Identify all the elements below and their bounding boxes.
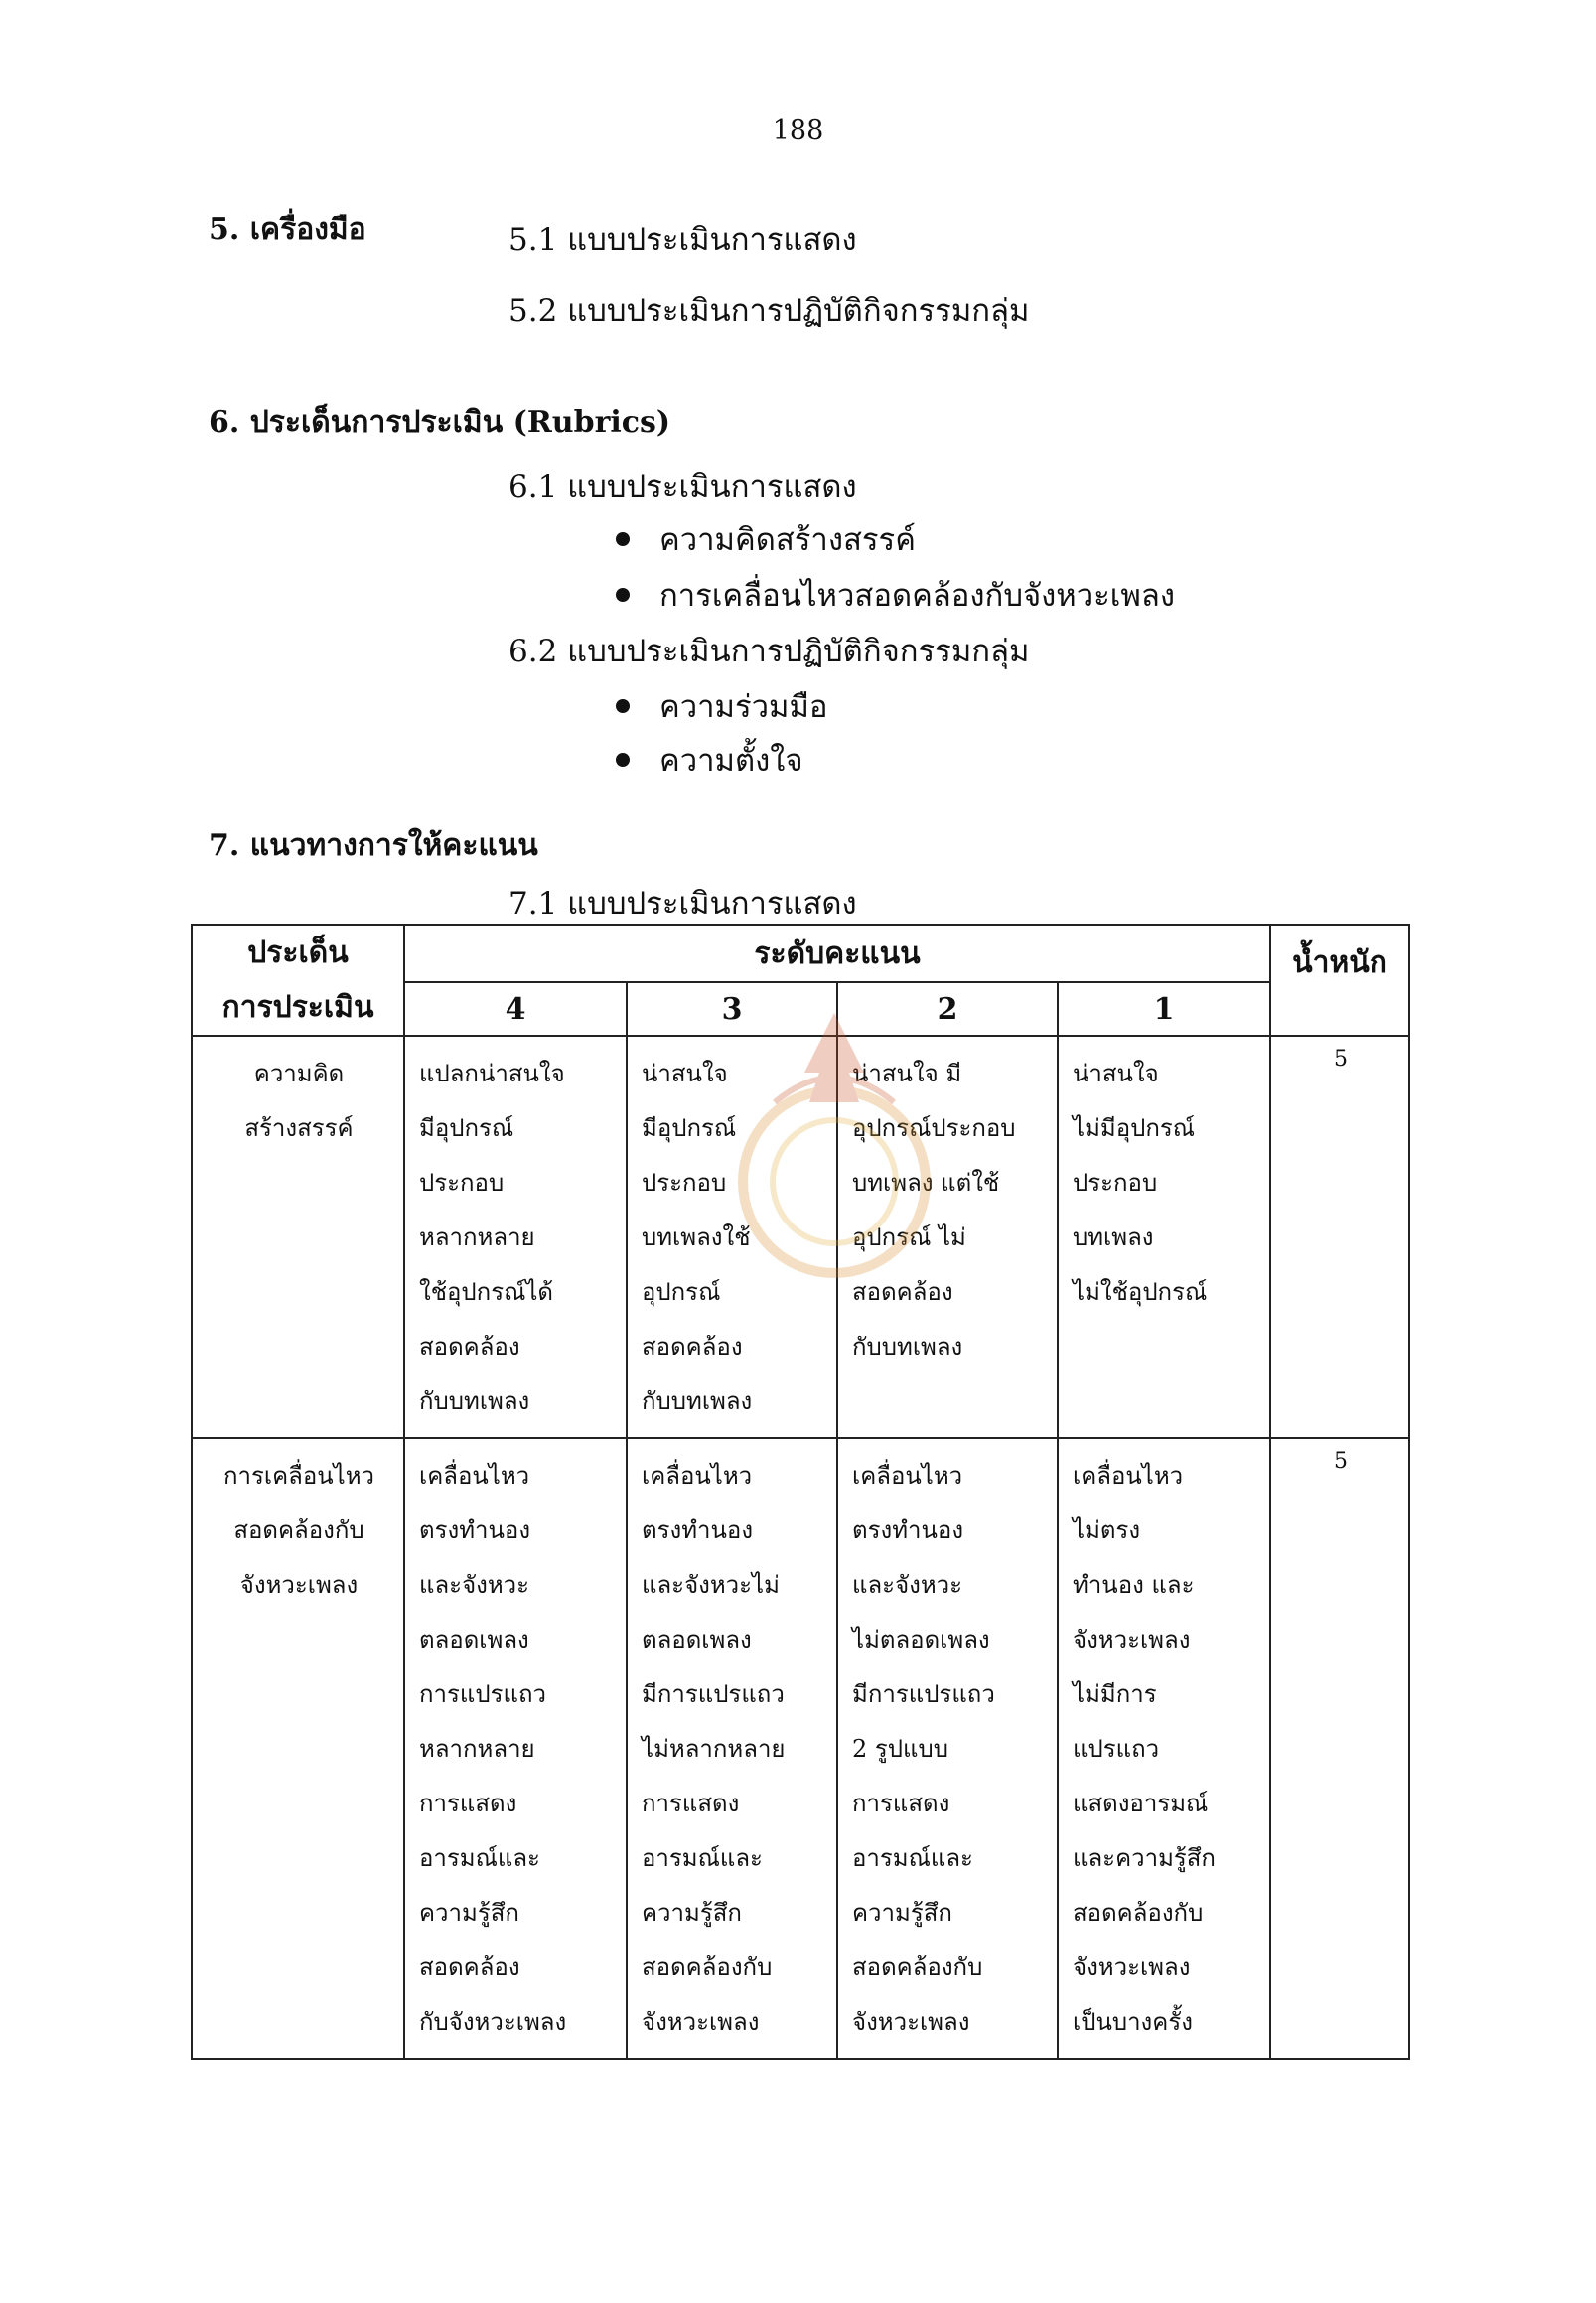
weight-cell: 5: [1270, 1036, 1409, 1438]
level-cell-1: [1058, 1438, 1270, 2059]
criteria-line: สร้างสรรค์: [244, 1114, 354, 1142]
criteria-line: ความคิด: [253, 1060, 345, 1087]
header-level-2: 2: [837, 982, 1058, 1036]
header-level-1: 1: [1058, 982, 1270, 1036]
level-text-line: ความรู้สึก: [642, 1899, 742, 1927]
level-cell-4: [404, 1438, 627, 2059]
header-criteria-line: ประเด็น: [247, 936, 349, 970]
criteria-line: สอดคล้องกับ: [233, 1516, 364, 1544]
bullet-icon: [616, 532, 630, 546]
level-text-line: ประกอบ: [1073, 1169, 1158, 1197]
level-text-line: จังหวะเพลง: [852, 2008, 970, 2036]
level-text-line: สอดคล้อง: [419, 1953, 520, 1981]
level-text-line: ประกอบ: [642, 1169, 727, 1197]
level-text-line: สอดคล้องกับ: [642, 1953, 773, 1981]
level-text-line: ไม่ตลอดเพลง: [852, 1626, 990, 1654]
level-text-line: และจังหวะ: [852, 1571, 963, 1599]
level-text-line: เคลื่อนไหว: [852, 1462, 963, 1490]
section6-heading: 6. ประเด็นการประเมิน (Rubrics): [209, 405, 671, 440]
level-text-line: ไม่มีการ: [1073, 1680, 1157, 1708]
level-text-line: กับบทเพลง: [852, 1333, 963, 1361]
level-text-line: การแสดง: [419, 1790, 517, 1817]
level-text-line: กับบทเพลง: [642, 1387, 753, 1415]
level-text-line: ความรู้สึก: [852, 1899, 952, 1927]
level-cell-3: [627, 1036, 837, 1438]
section6-bullet: [616, 570, 1175, 620]
level-text-line: ไม่หลากหลาย: [642, 1735, 786, 1763]
bullet-icon: [616, 588, 630, 602]
criteria-cell: [192, 1036, 404, 1438]
header-level-3: 3: [627, 982, 837, 1036]
section6-bullet: [616, 735, 803, 785]
level-text-line: สอดคล้อง: [852, 1278, 953, 1306]
rubric-row: [192, 1438, 1409, 2059]
level-text-line: ตลอดเพลง: [419, 1626, 529, 1654]
level-text-line: และจังหวะไม่: [642, 1571, 780, 1599]
section6-bullet: [616, 681, 828, 731]
level-text-line: บทเพลงใช้: [642, 1223, 751, 1251]
criteria-cell: [192, 1438, 404, 2059]
level-text-line: จังหวะเพลง: [1073, 1953, 1191, 1981]
header-criteria-line: การประเมิน: [221, 990, 374, 1025]
level-text-line: จังหวะเพลง: [1073, 1626, 1191, 1654]
level-text-line: และจังหวะ: [419, 1571, 530, 1599]
rubric-table: [191, 924, 1410, 2060]
level-text-line: เคลื่อนไหว: [1073, 1462, 1184, 1490]
bullet-icon: [616, 699, 630, 713]
level-text-line: มีอุปกรณ์: [419, 1114, 514, 1142]
level-cell-4: [404, 1036, 627, 1438]
bullet-icon: [616, 753, 630, 767]
level-text-line: น่าสนใจ: [1073, 1060, 1159, 1087]
criteria-line: การเคลื่อนไหว: [222, 1462, 375, 1490]
level-cell-3: [627, 1438, 837, 2059]
header-criteria: [192, 925, 404, 1036]
level-text-line: อุปกรณ์ประกอบ: [852, 1114, 1016, 1142]
level-text-line: หลากหลาย: [419, 1735, 535, 1763]
level-text-line: ประกอบ: [419, 1169, 505, 1197]
level-text-line: และความรู้สึก: [1073, 1844, 1216, 1872]
level-text-line: เคลื่อนไหว: [642, 1462, 753, 1490]
level-text-line: สอดคล้องกับ: [1073, 1899, 1204, 1927]
bullet-text: ความตั้งใจ: [659, 743, 803, 779]
section6-bullet: [616, 514, 916, 564]
level-text-line: เคลื่อนไหว: [419, 1462, 530, 1490]
page-number: 188: [772, 115, 824, 146]
level-text-line: กับบทเพลง: [419, 1387, 530, 1415]
weight-cell: 5: [1270, 1438, 1409, 2059]
level-text-line: สอดคล้อง: [642, 1333, 743, 1361]
level-text-line: ตลอดเพลง: [642, 1626, 752, 1654]
level-text-line: ทำนอง และ: [1073, 1571, 1195, 1599]
level-text-line: มีอุปกรณ์: [642, 1114, 737, 1142]
level-text-line: สอดคล้องกับ: [852, 1953, 983, 1981]
level-text-line: น่าสนใจ: [642, 1060, 728, 1087]
section7-subheading: 7.1 แบบประเมินการแสดง: [508, 886, 857, 922]
section5-item: 5.1 แบบประเมินการแสดง: [508, 222, 857, 258]
level-cell-2: [837, 1438, 1058, 2059]
level-text-line: อารมณ์และ: [642, 1844, 763, 1872]
level-text-line: บทเพลง: [1073, 1223, 1154, 1251]
rubric-row: [192, 1036, 1409, 1438]
level-text-line: อารมณ์และ: [852, 1844, 973, 1872]
level-text-line: แสดงอารมณ์: [1073, 1790, 1209, 1817]
section5-item: 5.2 แบบประเมินการปฏิบัติกิจกรรมกลุ่ม: [508, 293, 1030, 329]
level-text-line: ใช้อุปกรณ์ได้: [419, 1278, 553, 1306]
section6-subheading: 6.2 แบบประเมินการปฏิบัติกิจกรรมกลุ่ม: [508, 634, 1030, 669]
level-text-line: 2 รูปแบบ: [852, 1735, 948, 1763]
level-text-line: มีการแปรแถว: [852, 1680, 995, 1708]
header-level-4: 4: [404, 982, 627, 1036]
header-levels: ระดับคะแนน: [404, 925, 1270, 982]
level-text-line: การแสดง: [852, 1790, 950, 1817]
level-text-line: ตรงทำนอง: [852, 1516, 964, 1544]
level-text-line: เป็นบางครั้ง: [1073, 2008, 1193, 2036]
level-text-line: บทเพลง แต่ใช้: [852, 1169, 1000, 1197]
level-text-line: กับจังหวะเพลง: [419, 2008, 567, 2036]
section6-subheading: 6.1 แบบประเมินการแสดง: [508, 469, 857, 504]
bullet-text: ความคิดสร้างสรรค์: [659, 522, 916, 558]
level-text-line: อารมณ์และ: [419, 1844, 540, 1872]
bullet-text: ความร่วมมือ: [659, 689, 828, 725]
level-text-line: ตรงทำนอง: [642, 1516, 754, 1544]
level-text-line: ตรงทำนอง: [419, 1516, 531, 1544]
level-text-line: แปรแถว: [1073, 1735, 1160, 1763]
level-text-line: ความรู้สึก: [419, 1899, 519, 1927]
level-text-line: การแปรแถว: [419, 1680, 546, 1708]
section5-heading: 5. เครื่องมือ: [209, 213, 366, 247]
criteria-line: จังหวะเพลง: [239, 1571, 359, 1599]
level-text-line: ไม่ใช้อุปกรณ์: [1073, 1278, 1208, 1306]
level-text-line: น่าสนใจ มี: [852, 1060, 962, 1087]
header-weight: น้ำหนัก: [1270, 925, 1409, 1036]
level-text-line: มีการแปรแถว: [642, 1680, 785, 1708]
level-text-line: สอดคล้อง: [419, 1333, 520, 1361]
level-text-line: อุปกรณ์ ไม่: [852, 1223, 966, 1251]
level-text-line: ไม่มีอุปกรณ์: [1073, 1114, 1196, 1142]
level-cell-1: [1058, 1036, 1270, 1438]
section7-heading: 7. แนวทางการให้คะแนน: [209, 828, 538, 863]
level-text-line: แปลกน่าสนใจ: [419, 1060, 565, 1087]
level-text-line: หลากหลาย: [419, 1223, 535, 1251]
level-text-line: ไม่ตรง: [1073, 1516, 1141, 1544]
level-text-line: การแสดง: [642, 1790, 740, 1817]
level-text-line: จังหวะเพลง: [642, 2008, 760, 2036]
level-cell-2: [837, 1036, 1058, 1438]
bullet-text: การเคลื่อนไหวสอดคล้องกับจังหวะเพลง: [659, 578, 1175, 614]
level-text-line: อุปกรณ์: [642, 1278, 721, 1306]
